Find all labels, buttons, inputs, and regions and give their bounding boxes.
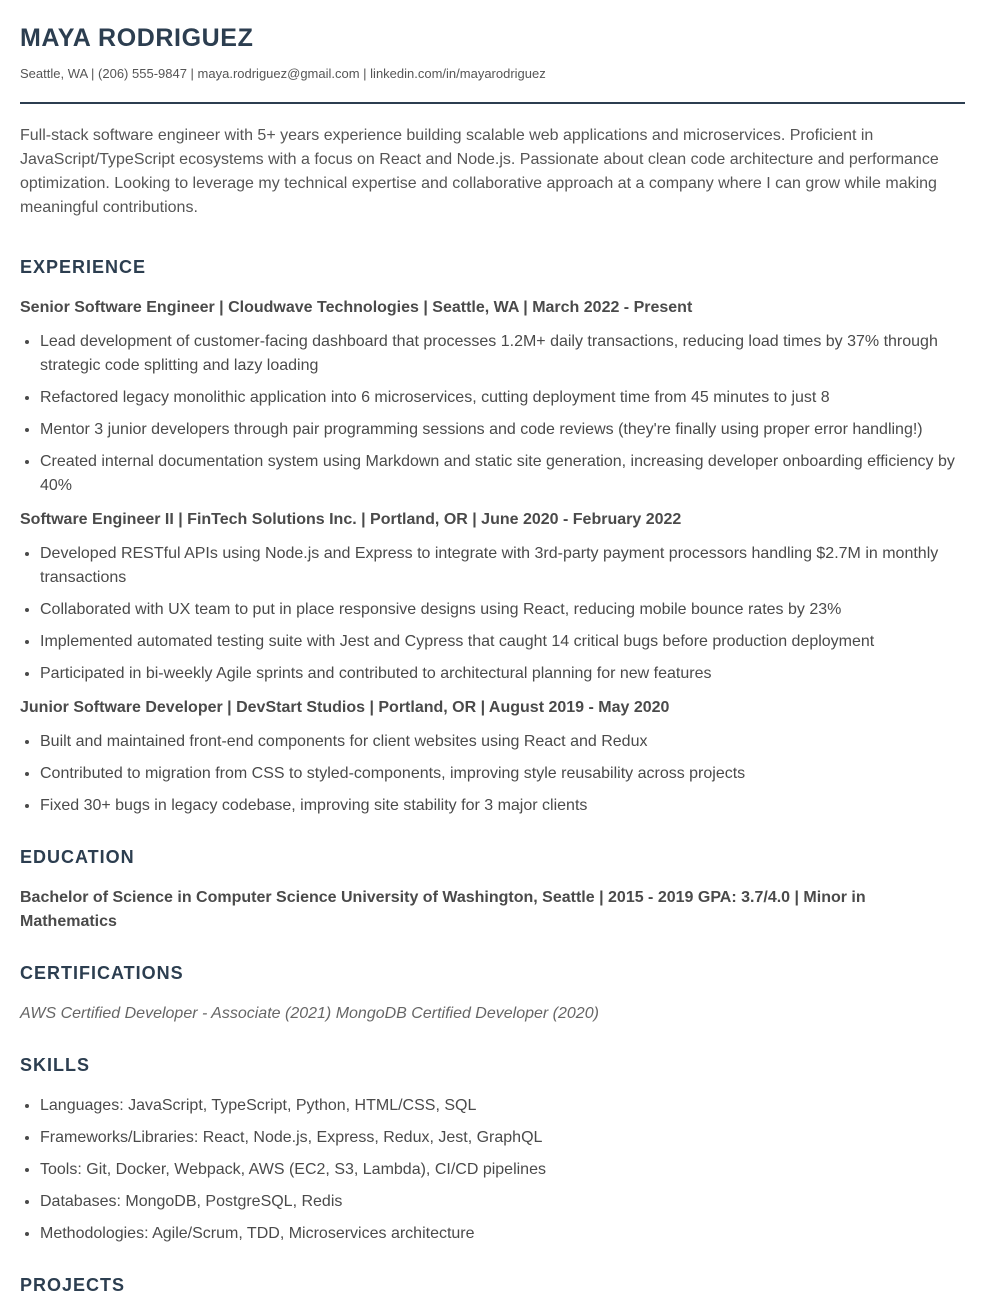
job-heading: Junior Software Developer | DevStart Studios | Portland, OR | August 2019 - May 2020: [20, 699, 670, 716]
list-item: • Methodologies: Agile/Scrum, TDD, Microservices architecture: [40, 1222, 965, 1246]
list-item: • Implemented automated testing suite with Jest and Cypress that caught 14 critical bugs before production deployment: [40, 630, 965, 654]
job-entry: [20, 696, 965, 818]
list-item: • Developed RESTful APIs using Node.js and Express to integrate with 3rd-party payment processors handling $2.7M in monthly transactions: [40, 542, 965, 590]
list-item: • Databases: MongoDB, PostgreSQL, Redis: [40, 1190, 965, 1214]
education-entry: Bachelor of Science in Computer Science University of Washington, Seattle | 2015 - 2019 GPA: 3.7/4.0 | Minor in Mathematics: [20, 889, 866, 930]
certifications-entry: AWS Certified Developer - Associate (2021) MongoDB Certified Developer (2020): [20, 1005, 599, 1022]
education-section-title: EDUCATION: [20, 847, 135, 867]
list-item: • Created internal documentation system using Markdown and static site generation, increasing developer onboarding efficiency by 40%: [40, 450, 965, 498]
job-entry: [20, 296, 965, 498]
skills-section-title: SKILLS: [20, 1055, 91, 1075]
list-item: • Contributed to migration from CSS to styled-components, improving style reusability across projects: [40, 762, 965, 786]
list-item: • Tools: Git, Docker, Webpack, AWS (EC2, S3, Lambda), CI/CD pipelines: [40, 1158, 965, 1182]
job-bullets: [20, 542, 965, 686]
contact-line: Seattle, WA | (206) 555-9847 | maya.rodriguez@gmail.com | linkedin.com/in/mayarodriguez: [20, 66, 546, 81]
list-item: • Mentor 3 junior developers through pair programming sessions and code reviews (they're finally using proper error handling!): [40, 418, 965, 442]
list-item: • Lead development of customer-facing dashboard that processes 1.2M+ daily transactions, reducing load times by 37% through strategic code splitting and lazy loading: [40, 330, 965, 378]
job-bullets: [20, 330, 965, 498]
candidate-name: MAYA RODRIGUEZ: [20, 24, 254, 52]
list-item: • Refactored legacy monolithic application into 6 microservices, cutting deployment time from 45 minutes to just 8: [40, 386, 965, 410]
certifications-section-title: CERTIFICATIONS: [20, 963, 184, 983]
professional-summary: Full-stack software engineer with 5+ years experience building scalable web applications and microservices. Proficient in JavaScript/TypeScript ecosystems with a focus on React and Node.js. Passionate about clean code architecture and performance optimization. Looking to leverage my technical expertise and collaborative approach at a company where I can grow while making meaningful contributions.: [20, 127, 939, 216]
job-heading: Senior Software Engineer | Cloudwave Technologies | Seattle, WA | March 2022 - Present: [20, 299, 693, 316]
job-bullets: [20, 730, 965, 818]
job-entry: [20, 508, 965, 686]
header-divider: [20, 102, 965, 104]
list-item: • Participated in bi-weekly Agile sprints and contributed to architectural planning for new features: [40, 662, 965, 686]
list-item: • Frameworks/Libraries: React, Node.js, Express, Redux, Jest, GraphQL: [40, 1126, 965, 1150]
list-item: • Languages: JavaScript, TypeScript, Python, HTML/CSS, SQL: [40, 1094, 965, 1118]
list-item: • Fixed 30+ bugs in legacy codebase, improving site stability for 3 major clients: [40, 794, 965, 818]
job-heading: Software Engineer II | FinTech Solutions Inc. | Portland, OR | June 2020 - February 2022: [20, 511, 682, 528]
list-item: • Built and maintained front-end components for client websites using React and Redux: [40, 730, 965, 754]
skills-list: [20, 1094, 965, 1246]
list-item: • Collaborated with UX team to put in place responsive designs using React, reducing mobile bounce rates by 23%: [40, 598, 965, 622]
resume-content: [20, 124, 965, 1296]
experience-section-title: EXPERIENCE: [20, 257, 147, 277]
projects-section-title: PROJECTS: [20, 1275, 126, 1295]
